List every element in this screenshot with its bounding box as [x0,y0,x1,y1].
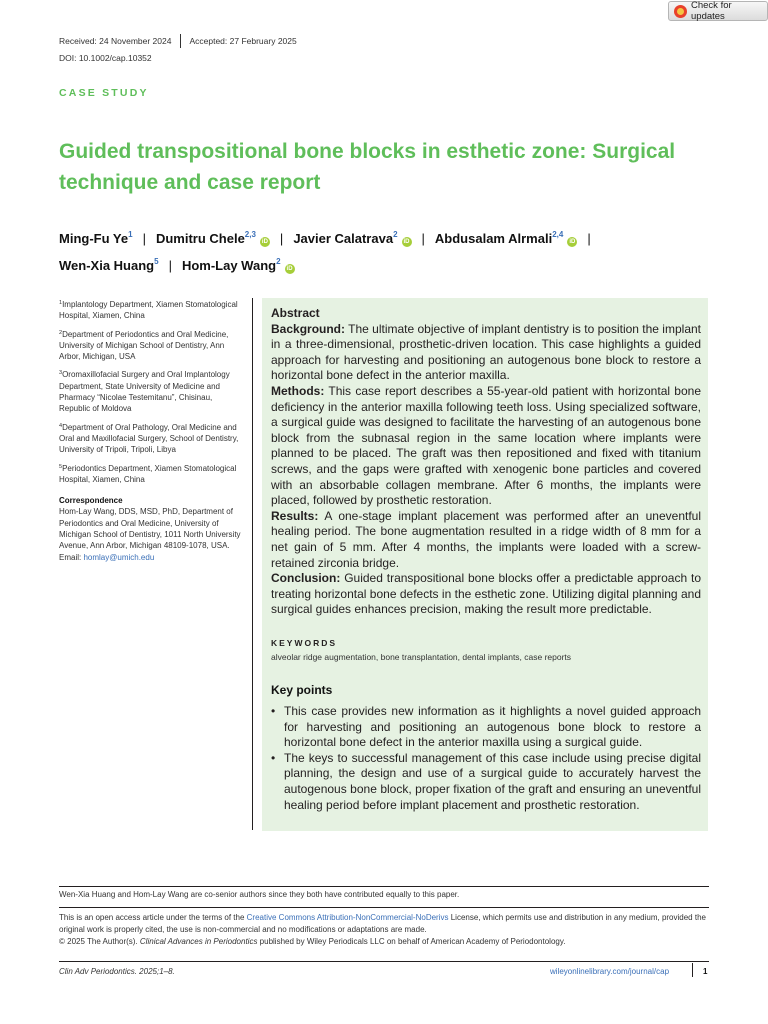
footer-rule [59,961,709,962]
article-dates [59,34,297,48]
license-text: This is an open access article under the terms of the Creative Commons Attribution-NonCommercial-NoDerivs License, which permits use and distribution in any medium, provided the original work is properly cited, the use is non-commercial and no modifications or adaptations are made. © 2025 The Author(s). Clinical Advances in Periodontics published by Wiley Periodicals LLC on behalf of American Academy of Periodontology. [59,913,706,946]
author[interactable]: Wen-Xia Huang$^5$ [59,257,159,273]
key-points-list [271,704,701,813]
abstract-conclusion: Conclusion: Guided transpositional bone blocks offer a predictable approach to treating horizontal bone defects in the esthetic zone. Utilizing digital planning and surgical guides enhances precision, making the result more predictable. [271,571,701,617]
check-for-updates-button[interactable] [668,1,768,21]
accepted-date: Accepted: 27 February 2025 [189,36,297,46]
author-list: Ming-Fu Ye$^1$ | Dumitru Chele$^{2,3}$iD | Javier Calatrava$^2$iD | Abdusalam Alrmali$^{2,4}$iD | Wen-Xia Huang$^5$ | Hom-Lay Wang$^2$iD [59,230,591,273]
affiliation: $^4$Department of Oral Pathology, Oral Medicine and Oral and Maxillofacial Surgery, School of Dentistry, University of Tripoli, Tripoli, Libya [59,422,239,455]
keywords-text: alveolar ridge augmentation, bone transplantation, dental implants, case reports [271,652,572,662]
list-item: • This case provides new information as it highlights a novel guided approach for harvesting and positioning an autogenous bone block to restore a horizontal bone defect in the anterior maxilla using a surgical guide. [271,704,701,751]
article-type: CASE STUDY [59,87,149,99]
email-link[interactable]: homlay@umich.edu [83,552,155,562]
keywords-heading: KEYWORDS [271,638,338,648]
received-date: Received: 24 November 2024 [59,36,172,46]
crossmark-icon [674,5,687,18]
abstract-results: Results: A one-stage implant placement was performed after an uneventful healing period. The bone augmentation resulted in a ridge width of 8 mm for a net gain of 5 mm. After 4 months, the implants were loaded with a screw-retained zirconia bridge. [271,508,702,570]
abstract-methods: Methods: This case report describes a 55-year-old patient with horizontal bone deficiency in the anterior maxilla following teeth loss. Using specialized software, a surgical guide was designed to facilitate the harvesting of an autogenous bone block from the subnasal region in the same location where implants were planned to be placed. The graft was then repositioned and fixed with titanium screws, and the gaps were grafted with xenogenic bone particles and covered with an absorbable collagen membrane. After 6 months, the implants were placed, followed by prosthetic restoration. [271,383,701,508]
orcid-icon[interactable]: iD [286,266,293,272]
abstract-background: Background: The ultimate objective of implant dentistry is to position the implant in a three-dimensional, prosthetic-driven location. This case highlights a guided approach for harvesting and positioning an autogenous bone block to restore a horizontal bone defect in the anterior maxilla. [271,321,701,383]
article-title: Guided transpositional bone blocks in esthetic zone: Surgical technique and case report [59,140,676,194]
list-item: • The keys to successful management of this case include using precise digital planning, the design and use of a surgical guide to accurately harvest the autogenous bone block, proper fixation of the graft and ensuring an uneventful healing period before implant placement and prosthetic restoration. [271,751,701,813]
journal-citation: Clin Adv Periodontics. 2025;1–8. [59,967,175,976]
license-link[interactable]: Creative Commons Attribution-NonCommercial-NoDerivs [246,913,449,922]
orcid-icon[interactable]: iD [569,239,576,245]
cosenior-note: Wen-Xia Huang and Hom-Lay Wang are co-senior authors since they both have contributed equally to this paper. [59,890,460,899]
author[interactable]: Dumitru Chele$^{2,3}$iD [155,230,268,246]
key-points-heading: Key points [271,683,333,697]
affiliations [59,298,245,563]
license-rule [59,907,709,908]
doi: DOI: 10.1002/cap.10352 [59,53,152,63]
meta-divider [180,34,181,48]
affiliation: $^1$Implantology Department, Xiamen Stomatological Hospital, Xiamen, China [59,300,238,321]
check-for-updates-label: Check for updates [691,0,732,22]
column-divider [252,298,253,830]
affiliation: $^3$Oromaxillofacial Surgery and Oral Implantology Department, State University of Medicine and Pharmacy “Nicolae Testemitanu”, Chisinau, Republic of Moldova [59,370,230,414]
orcid-icon[interactable]: iD [261,239,268,245]
affiliation: $^2$Department of Periodontics and Oral Medicine, University of Michigan School of Dentistry, Ann Arbor, Michigan, USA [59,329,229,362]
author[interactable]: Hom-Lay Wang$^2$iD [181,257,293,273]
affiliation: $^5$Periodontics Department, Xiamen Stomatological Hospital, Xiamen, China [59,463,237,484]
correspondence-heading: Correspondence [59,496,123,506]
author[interactable]: Abdusalam Alrmali$^{2,4}$iD [434,230,576,246]
footer-divider [692,963,693,977]
footnote-rule [59,886,709,887]
journal-url-link[interactable]: wileyonlinelibrary.com/journal/cap [550,967,670,976]
page-number: 1 [703,967,708,976]
correspondence-email: Email: homlay@umich.edu [59,552,155,562]
author[interactable]: Ming-Fu Ye$^1$ [59,230,133,246]
orcid-icon[interactable]: iD [403,239,410,245]
abstract-heading: Abstract [271,306,320,320]
correspondence-text: Hom-Lay Wang, DDS, MSD, PhD, Department of Periodontics and Oral Medicine, University of Michigan School of Dentistry, 1011 North University Avenue, Ann Arbor, Michigan 48109-1078, USA. [59,507,241,551]
author[interactable]: Javier Calatrava$^2$iD [293,230,410,246]
